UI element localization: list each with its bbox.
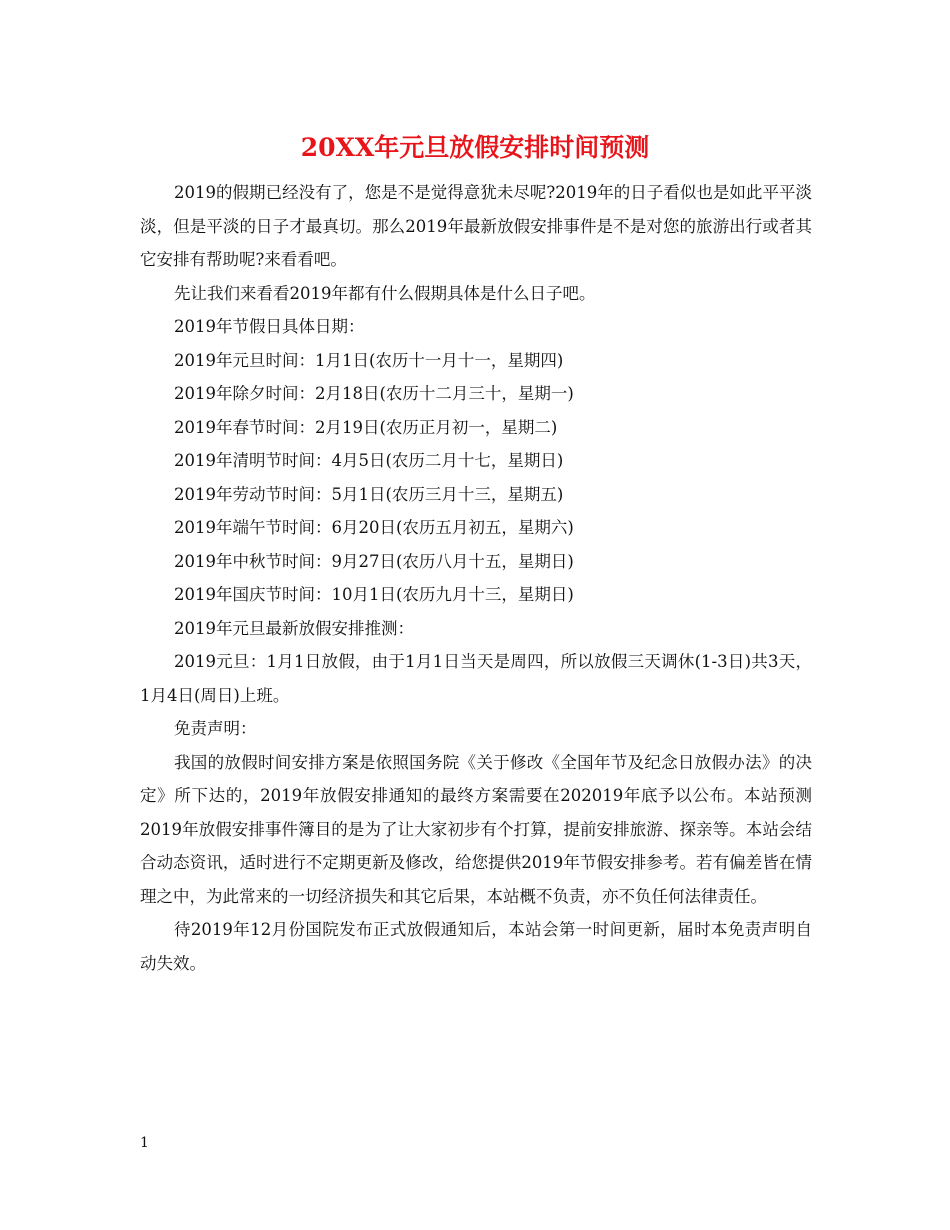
paragraph-disclaimer: 我国的放假时间安排方案是依照国务院《关于修改《全国年节及纪念日放假办法》的决定》所下达的，2019年放假安排通知的最终方案需要在202019年底予以公布。本站预测2019年放假安排事件簿目的是为了让大家初步有个打算，提前安排旅游、探亲等。本站会结合动态资讯，适时进行不定期更新及修改，给您提供2019年节假安排参考。若有偏差皆在情理之中，为此常来的一切经济损失和其它后果，本站概不负责，亦不负任何法律责任。	[140, 752, 812, 906]
holiday-dragon-boat: 2019年端午节时间：6月20日(农历五月初五，星期六)	[174, 518, 574, 537]
paragraph-intro: 2019的假期已经没有了，您是不是觉得意犹未尽呢?2019年的日子看似也是如此平平淡淡，但是平淡的日子才最真切。那么2019年最新放假安排事件是不是对您的旅游出行或者其它安排有帮助呢?来看看吧。	[140, 183, 812, 269]
holiday-spring-festival: 2019年春节时间：2月19日(农历正月初一，星期二)	[174, 417, 558, 437]
holiday-new-year: 2019年元旦时间：1月1日(农历十一月十一，星期四)	[174, 350, 564, 370]
paragraph-holiday-heading: 2019年节假日具体日期：	[174, 317, 365, 336]
paragraph-closing: 待2019年12月份国院发布正式放假通知后，本站会第一时间更新，届时本免责声明自动失效。	[140, 920, 812, 973]
holiday-labor-day: 2019年劳动节时间：5月1日(农历三月十三，星期五)	[174, 484, 564, 504]
paragraph-forecast: 2019元旦：1月1日放假，由于1月1日当天是周四，所以放假三天调休(1-3日)共3天，1月4日(周日)上班。	[140, 652, 812, 705]
document-title: 20XX年元旦放假安排时间预测	[300, 133, 650, 162]
paragraph-lead: 先让我们来看看2019年都有什么假期具体是什么日子吧。	[174, 283, 596, 303]
holiday-qingming: 2019年清明节时间：4月5日(农历二月十七，星期日)	[174, 451, 564, 470]
document-body	[140, 176, 812, 980]
paragraph-disclaimer-heading: 免责声明：	[174, 719, 257, 738]
holiday-new-years-eve: 2019年除夕时间：2月18日(农历十二月三十，星期一)	[174, 384, 574, 403]
paragraph-forecast-heading: 2019年元旦最新放假安排推测：	[174, 618, 414, 638]
page-number: 1	[140, 1135, 149, 1151]
holiday-mid-autumn: 2019年中秋节时间：9月27日(农历八月十五，星期日)	[174, 551, 574, 571]
holiday-national-day: 2019年国庆节时间：10月1日(农历九月十三，星期日)	[174, 585, 574, 604]
